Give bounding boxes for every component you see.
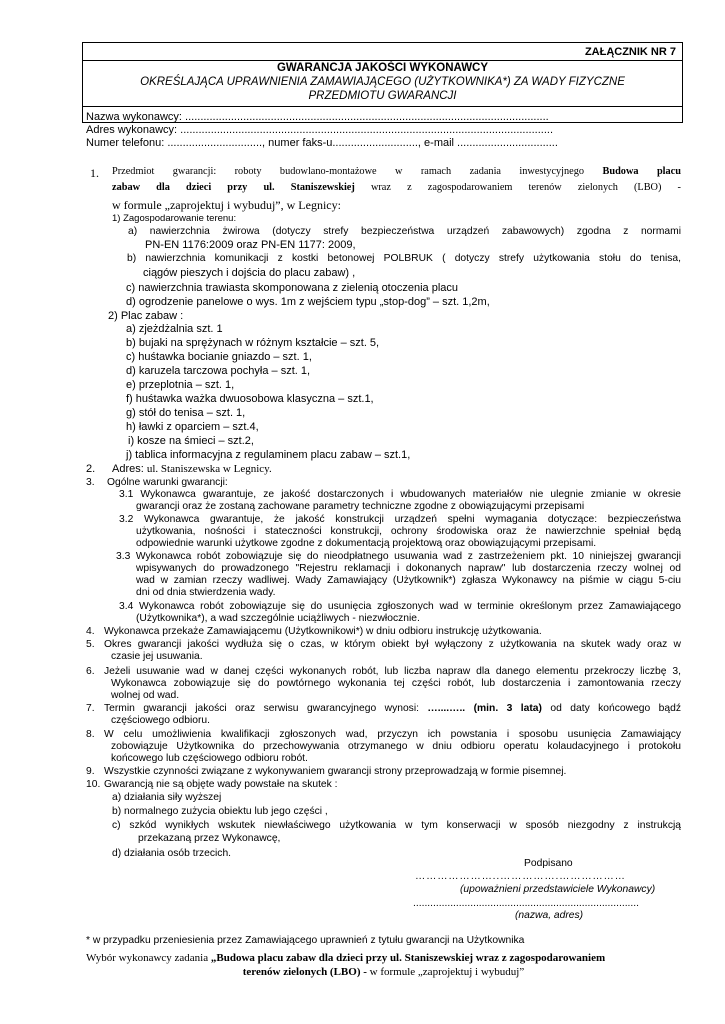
section-6-line3: wolnej od wad. — [111, 690, 180, 701]
item-1-1-a-line2: PN-EN 1176:2009 oraz PN-EN 1177: 2009, — [145, 239, 356, 251]
annex-label: ZAŁĄCZNIK NR 7 — [584, 46, 676, 58]
section-7-number: 7. — [86, 703, 95, 714]
section-1-line-3: w formule „zaprojektuj i wybuduj”, w Legnicy: — [112, 198, 341, 212]
section-5-line2: czasie jej usuwania. — [111, 651, 203, 662]
playground-item: g) stół do tenisa – szt. 1, — [126, 407, 246, 419]
document-subtitle-line2: PRZEDMIOTU GWARANCJI — [308, 90, 457, 102]
contractor-name-field: Nazwa wykonawcy: ....................................................................................................................... — [86, 111, 549, 123]
clause-3-1-line2: gwarancji oraz że zostaną zachowane parametry techniczne zgodne z obowiązującymi przepisami — [136, 501, 585, 512]
section-7-line2: częściowego odbioru. — [111, 715, 211, 726]
section-6-line2: Wykonawca zobowiązuje się do powtórnego wykonania tej części robót, lub dostarczenia i zamontowania rzeczy — [111, 678, 681, 689]
section-5-number: 5. — [86, 639, 95, 650]
exclusion-b: b) normalnego zużycia obiektu lub jego części , — [112, 806, 328, 817]
playground-item: d) karuzela tarczowa pochyła – szt. 1, — [126, 365, 311, 377]
subsection-1-2-heading: 2) Plac zabaw : — [108, 310, 184, 322]
signature-dots: …………………..…………….……………… — [415, 871, 626, 882]
clause-3-3-line4: dni od dnia stwierdzenia wady. — [136, 587, 276, 598]
section-10-heading: Gwarancją nie są objęte wady powstałe na skutek : — [104, 779, 338, 790]
footer-line-1: Wybór wykonawcy zadania „Budowa placu zabaw dla dzieci przy ul. Staniszewskiej wraz z zagospodarowaniem — [86, 952, 606, 964]
item-1-1-b-line2: ciągów pieszych i dojścia do placu zabaw) , — [143, 267, 356, 279]
clause-3-3-line2: wpisywanych do prowadzonego "Rejestru reklamacji i dokonanych napraw" lub dostarczenia rzeczy wolnej od — [136, 563, 681, 574]
clause-3-4-line2: (Użytkownika*), a wad szczególnie uciążliwych - niezwłocznie. — [136, 613, 420, 624]
footer-line-2: terenów zielonych (LBO) - w formule „zaprojektuj i wybuduj” — [242, 966, 525, 978]
document-title: GWARANCJA JAKOŚCI WYKONAWCY — [276, 62, 489, 74]
footnote: * w przypadku przeniesienia przez Zamawiającego uprawnień z tytułu gwarancji na Użytkownika — [86, 935, 525, 946]
section-3-number: 3. — [86, 477, 95, 488]
header-bottom-divider — [83, 106, 682, 107]
section-5-line1: Okres gwarancji jakości wydłuża się o czas, w którym obiekt był wyłączony z użytkowania na skutek wady oraz w — [104, 639, 681, 650]
exclusion-c-line2: przekazaną przez Wykonawcę, — [138, 833, 281, 844]
exclusion-d: d) działania osób trzecich. — [112, 848, 232, 859]
clause-3-4-line1: 3.4 Wykonawca robót zobowiązuje się do usunięcia zgłoszonych wad w terminie określonym przez Zamawiającego — [119, 601, 681, 612]
signature-line: ............................................................................... — [413, 898, 640, 909]
section-9-number: 9. — [86, 766, 95, 777]
section-8-line3: końcowego lub częściowego odbioru robót. — [111, 753, 308, 764]
section-4-number: 4. — [86, 626, 95, 637]
section-2-address: Adres: ul. Staniszewska w Legnicy. — [112, 463, 272, 475]
clause-3-3-line1: 3.3 Wykonawca robót zobowiązuje się do nieodpłatnego usuwania wad z zastrzeżeniem pkt. 10 niniejszej gwarancji — [116, 551, 681, 562]
section-1-number: 1. — [90, 166, 99, 180]
contractor-contact-field: Numer telefonu: ..............................., numer faks-u............................, e-mail ................................. — [86, 137, 558, 149]
signature-name-caption: (nazwa, adres) — [515, 910, 584, 921]
section-10-number: 10. — [86, 779, 101, 790]
clause-3-2-line3: odpowiednie warunki użytkowe zgodne z dokumentacją projektową oraz obowiązującymi przepisami. — [136, 538, 597, 549]
item-1-1-a-line1: a) nawierzchnia żwirowa (dotyczy strefy bezpieczeństwa urządzeń zabawowych) zgodna z normami — [128, 226, 681, 237]
section-8-line1: W celu umożliwienia kwalifikacji zgłoszonych wad, przyczyn ich powstania i sposobu usunięcia Zamawiający — [104, 729, 681, 740]
item-1-1-c: c) nawierzchnia trawiasta skomponowana z zielenią otoczenia placu — [126, 282, 459, 294]
document-subtitle-line1: OKREŚLAJĄCA UPRAWNIENIA ZAMAWIAJĄCEGO (UŻYTKOWNIKA*) ZA WADY FIZYCZNE — [140, 76, 625, 88]
playground-item: i) kosze na śmieci – szt.2, — [128, 435, 254, 447]
signature-role-caption: (upoważnieni przedstawiciele Wykonawcy) — [460, 884, 656, 895]
section-1-line-2: zabaw dla dzieci przy ul. Staniszewskiej wraz z zagospodarowaniem terenów zielonych (LBO) - — [112, 182, 681, 193]
subsection-1-1-heading: 1) Zagospodarowanie terenu: — [112, 213, 237, 224]
playground-item: j) tablica informacyjna z regulaminem placu zabaw – szt.1, — [126, 449, 411, 461]
signed-label: Podpisano — [524, 858, 573, 869]
clause-3-2-line2: użytkowania, nośności i stateczności konstrukcji, ochrony środowiska oraz że nawierzchnie spełniał będą — [136, 526, 681, 537]
playground-item: e) przeplotnia – szt. 1, — [126, 379, 235, 391]
item-1-1-b-line1: b) nawierzchnia komunikacji z kostki betonowej POLBRUK ( dotyczy strefy użytkowania stołu do tenisa, — [127, 253, 681, 264]
clause-3-1-line1: 3.1 Wykonawca gwarantuje, ze jakość dostarczonych i wbudowanych materiałów nie ulegnie zmianie w okresie — [119, 489, 681, 500]
section-6-line1: Jeżeli usuwanie wad w danej części wykonanych robót, lub liczba napraw dla danego elementu przekroczy liczbę 3, — [104, 666, 681, 677]
section-4-text: Wykonawca przekaże Zamawiającemu (Użytkownikowi*) w dniu odbioru instrukcję użytkowania. — [104, 626, 542, 637]
section-1-line-1: Przedmiot gwarancji: roboty budowlano-montażowe w ramach zadania inwestycyjnego Budowa placu — [112, 166, 681, 177]
section-8-line2: zobowiązuje Użytkownika do przechowywania otrzymanego w dniu odbioru operatu kolaudacyjnego i protokołu — [111, 741, 681, 752]
exclusion-c-line1: c) szkód wynikłych wskutek niewłaściwego użytkowania w tym konserwacji w sposób niezgodny z instrukcją — [112, 820, 681, 831]
contractor-address-field: Adres wykonawcy: .......................................................................................................................... — [86, 124, 553, 136]
header-divider — [83, 60, 682, 61]
section-6-number: 6. — [86, 666, 95, 677]
item-1-1-d: d) ogrodzenie panelowe o wys. 1m z wejściem typu „stop-dog” – szt. 1,2m, — [126, 296, 490, 308]
clause-3-2-line1: 3.2 Wykonawca gwarantuje, że jakość konstrukcji urządzeń spełni wymagania dotyczące: bezpieczeństwa — [119, 514, 681, 525]
section-9-text: Wszystkie czynności związane z wykonywaniem gwarancji strony przeprowadzają w formie pisemnej. — [104, 766, 567, 777]
playground-item: f) huśtawka ważka dwuosobowa klasyczna – szt.1, — [126, 393, 374, 405]
section-2-number: 2. — [86, 463, 96, 475]
playground-item: b) bujaki na sprężynach w różnym kształcie – szt. 5, — [126, 337, 380, 349]
section-8-number: 8. — [86, 729, 95, 740]
playground-item: h) ławki z oparciem – szt.4, — [126, 421, 259, 433]
clause-3-3-line3: wad w zamian rzeczy wadliwej. Wady Zamawiający (Użytkownik*) zgłasza Wykonawcy na piśmie w ciągu 5-ciu — [136, 575, 681, 586]
playground-item: a) zjeżdżalnia szt. 1 — [126, 323, 223, 335]
section-3-heading: Ogólne warunki gwarancji: — [107, 477, 228, 488]
exclusion-a: a) działania siły wyższej — [112, 792, 222, 803]
playground-item: c) huśtawka bocianie gniazdo – szt. 1, — [126, 351, 312, 363]
section-7-line1: Termin gwarancji jakości oraz serwisu gwarancyjnego wynosi: …....….. (min. 3 lata) od daty końcowego bądź — [104, 703, 682, 714]
